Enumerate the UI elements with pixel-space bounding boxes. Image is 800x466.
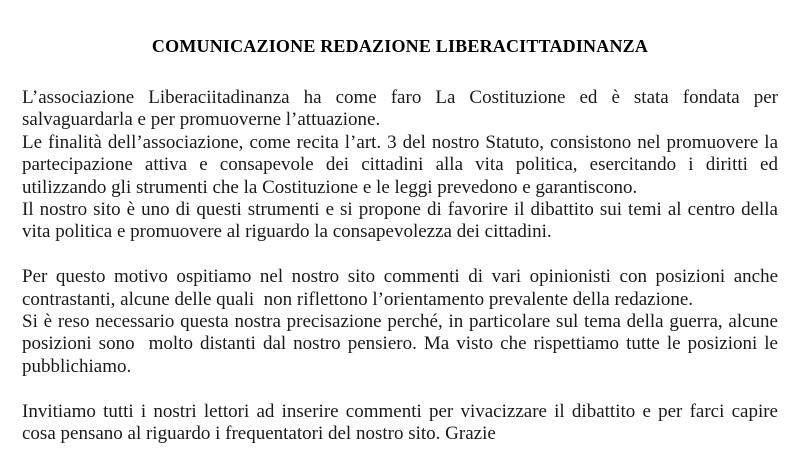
paragraph-group-opinions (22, 266, 783, 378)
document-title: COMUNICAZIONE REDAZIONE LIBERACITTADINANZA (151, 36, 649, 56)
sentence-association-founding: L’associazione Liberaciitadinanza ha come faro La Costituzione ed è stata fondata per salvaguardarla e per promuoverne l’attuazione. (22, 87, 783, 131)
sentence-hosting-opinions: Per questo motivo ospitiamo nel nostro sito commenti di vari opinionisti con posizioni anche contrastanti, alcune delle quali non riflettono l’orientamento prevalente della redazione. (22, 266, 783, 310)
paragraph-group-intro (22, 87, 788, 244)
sentence-reader-invitation: Invitiamo tutti i nostri lettori ad inserire commenti per vivacizzare il dibattito e per farci capire cosa pensano al riguardo i frequentatori del nostro sito. Grazie (22, 400, 783, 445)
sentence-clarification: Si è reso necessario questa nostra precisazione perché, in particolare sul tema della guerra, alcune posizioni sono molto distanti dal nostro pensiero. Ma visto che rispettiamo tutte le posizioni le pubblichiamo. (22, 311, 783, 377)
sentence-site-purpose: Il nostro sito è uno di questi strumenti e si propone di favorire il dibattito sui temi al centro della vita politica e promuovere al riguardo la consapevolezza dei cittadini. (22, 199, 788, 243)
paragraph-group-invitation (22, 400, 783, 446)
sentence-statute-goals: Le finalità dell’associazione, come recita l’art. 3 del nostro Statuto, consistono nel promuovere la partecipazione attiva e consapevole dei cittadini alla vita politica, esercitando i diritti ed utilizzando gli strumenti che la Costituzione e le leggi prevedono e garantiscono. (22, 131, 783, 198)
